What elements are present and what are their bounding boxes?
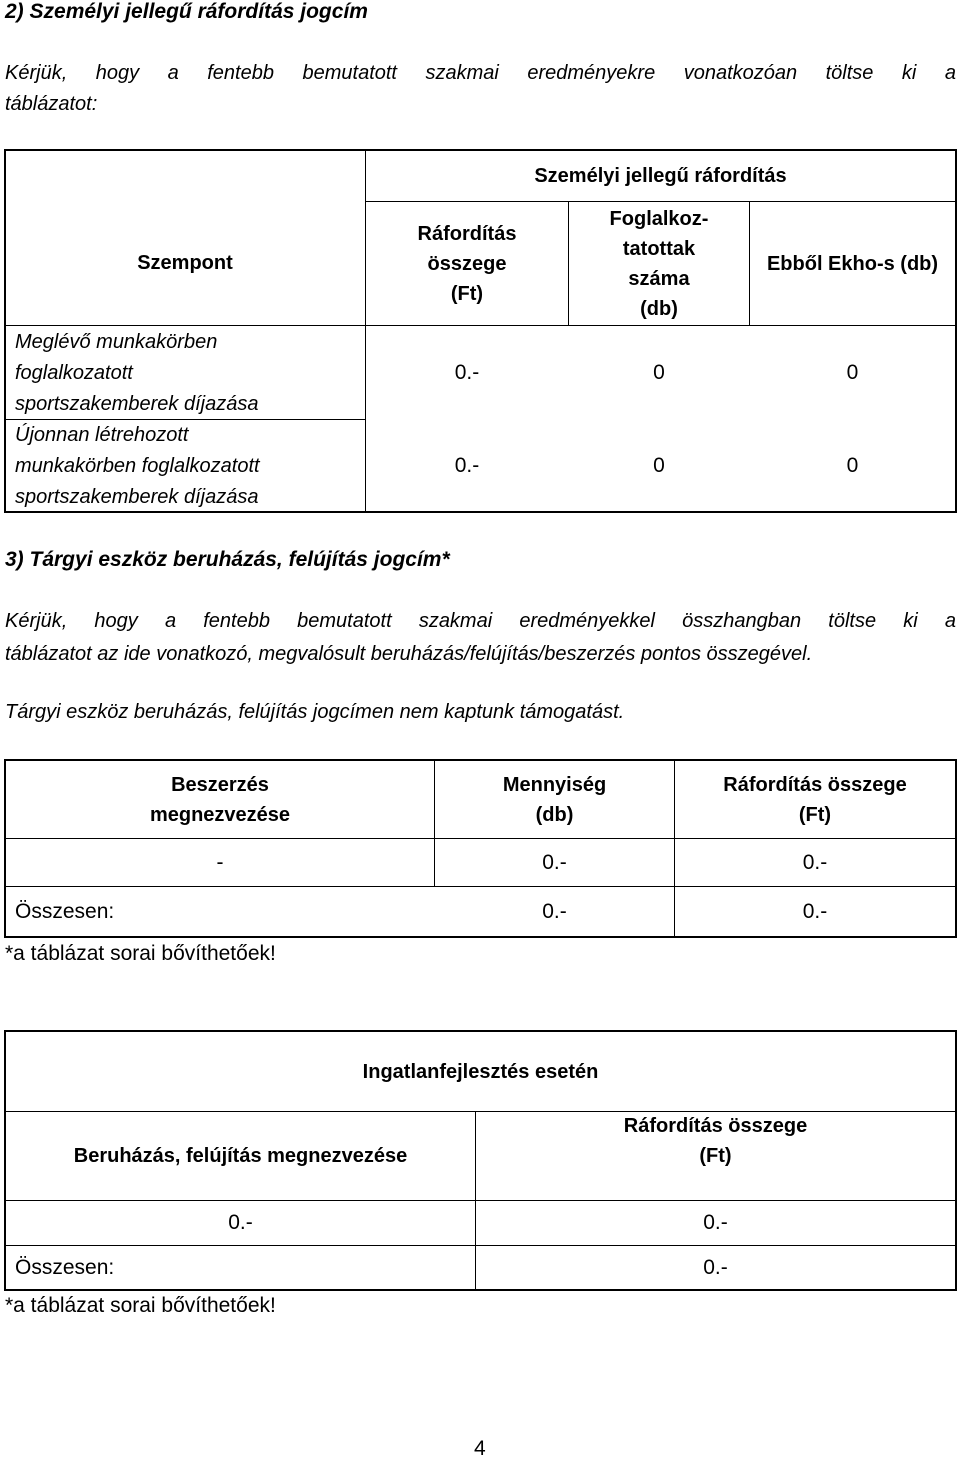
section2-heading: 2) Személyi jellegű ráfordítás jogcím (5, 0, 368, 23)
col-header-amount: Ráfordítás összege (Ft) (723, 773, 907, 826)
total-amount: 0.- (802, 899, 828, 923)
realestate-footnote: *a táblázat sorai bővíthetőek! (5, 1294, 276, 1317)
section3-heading: 3) Tárgyi eszköz beruházás, felújítás jogcím* (5, 548, 450, 571)
row-amount: 0.- (454, 453, 480, 477)
col-header-employee-count: Foglalkoz- tatottak száma (db) (609, 207, 709, 320)
col-header-item-name: Beszerzés megnezvezése (149, 773, 291, 826)
group-header-personnel-cost: Személyi jellegű ráfordítás (534, 164, 787, 187)
section2-intro-line1: Kérjük, hogy a fentebb bemutatott szakmai eredményekre vonatkozóan töltse ki a (5, 62, 956, 84)
section2-intro-line2: táblázatot: (5, 93, 98, 115)
row-quantity: 0.- (542, 850, 567, 874)
row-amount: 0.- (703, 1211, 728, 1234)
col-header-ekho: Ebből Ekho-s (db) (766, 252, 939, 275)
total-quantity: 0.- (542, 899, 567, 923)
section3-intro-line1: Kérjük, hogy a fentebb bemutatott szakmai eredményekkel összhangban töltse ki a (5, 610, 956, 632)
page-number: 4 (474, 1437, 486, 1460)
col-header-quantity: Mennyiség (db) (502, 773, 607, 826)
row-amount: 0.- (802, 850, 828, 874)
row-amount: 0.- (454, 360, 480, 384)
row-ekho: 0 (846, 360, 859, 384)
row-ekho: 0 (846, 453, 859, 477)
section3-intro-line2: táblázatot az ide vonatkozó, megvalósult beruházás/felújítás/beszerzés pontos összegével. (5, 643, 813, 665)
row-investment-name: 0.- (228, 1211, 253, 1234)
col-header-amount: Ráfordítás összege (Ft) (417, 222, 517, 305)
row-label: Meglévő munkakörben foglalkozatott sportszakemberek díjazása (15, 331, 259, 415)
col-header-szempont: Szempont (137, 252, 233, 274)
total-amount: 0.- (703, 1255, 728, 1279)
section3-note: Tárgyi eszköz beruházás, felújítás jogcímen nem kaptunk támogatást. (5, 701, 625, 723)
row-item-name: - (216, 850, 224, 874)
col-header-investment-name: Beruházás, felújítás megnezvezése (73, 1145, 408, 1167)
row-count: 0 (653, 360, 665, 384)
col-header-amount: Ráfordítás összege (Ft) (623, 1115, 808, 1167)
row-label: Újonnan létrehozott munkakörben foglalkozatott sportszakemberek díjazása (15, 424, 260, 508)
row-count: 0 (653, 453, 665, 477)
table-title: Ingatlanfejlesztés esetén (362, 1060, 599, 1083)
section3-footnote: *a táblázat sorai bővíthetőek! (5, 942, 276, 965)
total-label: Összesen: (15, 1255, 115, 1279)
total-label: Összesen: (15, 899, 115, 923)
